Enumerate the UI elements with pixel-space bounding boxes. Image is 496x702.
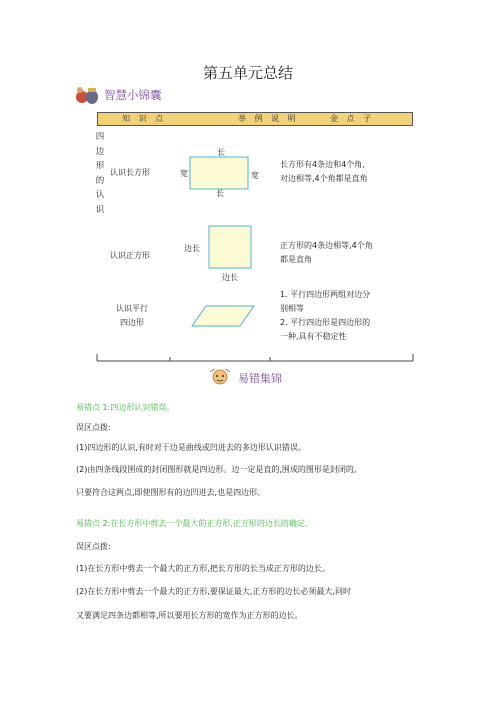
- page-title: 第五单元总结: [202, 64, 293, 82]
- tip-rectangle: 长方形有4条边和4个角, 对边相等,4个角都是直角: [280, 160, 368, 183]
- category-vertical: 四 边 形 的 认 识: [95, 132, 105, 215]
- section-title: 易错集锦: [238, 372, 282, 385]
- header-knowledge: 知 识 点: [122, 114, 167, 123]
- error-1-line-3: 只要符合这两点,即使图形有的边凹进去,也是四边形。: [76, 488, 266, 497]
- cartoon-icon: [206, 366, 234, 388]
- topic-parallelogram: 认识平行 四边形: [116, 304, 148, 327]
- square-figure: [205, 222, 255, 272]
- header-example: 举 例 说 明: [238, 114, 299, 123]
- bag-icon: [74, 85, 102, 105]
- error-1-heading: 易错点 1:四边形认识错误。: [76, 403, 175, 412]
- topic-rectangle: 认识长方形: [110, 168, 150, 177]
- table-header: [97, 112, 413, 126]
- error-2-line-3: 又要满足四条边都相等,所以要用长方形的宽作为正方形的边长。: [76, 611, 303, 620]
- header-tip: 金 点 子: [330, 114, 375, 123]
- tip-parallelogram: 1. 平行四边形两组对边分 别相等 2. 平行四边形是四边形的 一种,具有不稳定性: [280, 290, 371, 341]
- error-2-line-2: (2)在长方形中剪去一个最大的正方形,要保证最大,正方形的边长必须最大,同时: [76, 587, 351, 596]
- table-bottom-border: [96, 353, 414, 363]
- tip-square: 正方形的4条边相等,4个角 都是直角: [280, 241, 373, 264]
- error-1-sub: 误区点拨:: [76, 423, 111, 432]
- section-title: 智慧小锦囊: [104, 88, 162, 102]
- parallelogram-figure: [188, 302, 258, 332]
- error-2-heading: 易错点 2:在长方形中剪去一个最大的正方形,正方形的边长的确定。: [76, 519, 313, 528]
- error-1-line-2: (2)由四条线段围成的封闭图形就是四边形。边一定是直的,围成的图形是封闭的,: [76, 465, 357, 474]
- error-2-line-1: (1)在长方形中剪去一个最大的正方形,把长方形的长当成正方形的边长。: [76, 564, 330, 573]
- error-1-line-1: (1)四边形的认识,有时对于边是曲线或凹进去的多边形认识错误。: [76, 443, 306, 452]
- topic-square: 认识正方形: [110, 251, 150, 260]
- error-2-sub: 误区点拨:: [76, 542, 111, 551]
